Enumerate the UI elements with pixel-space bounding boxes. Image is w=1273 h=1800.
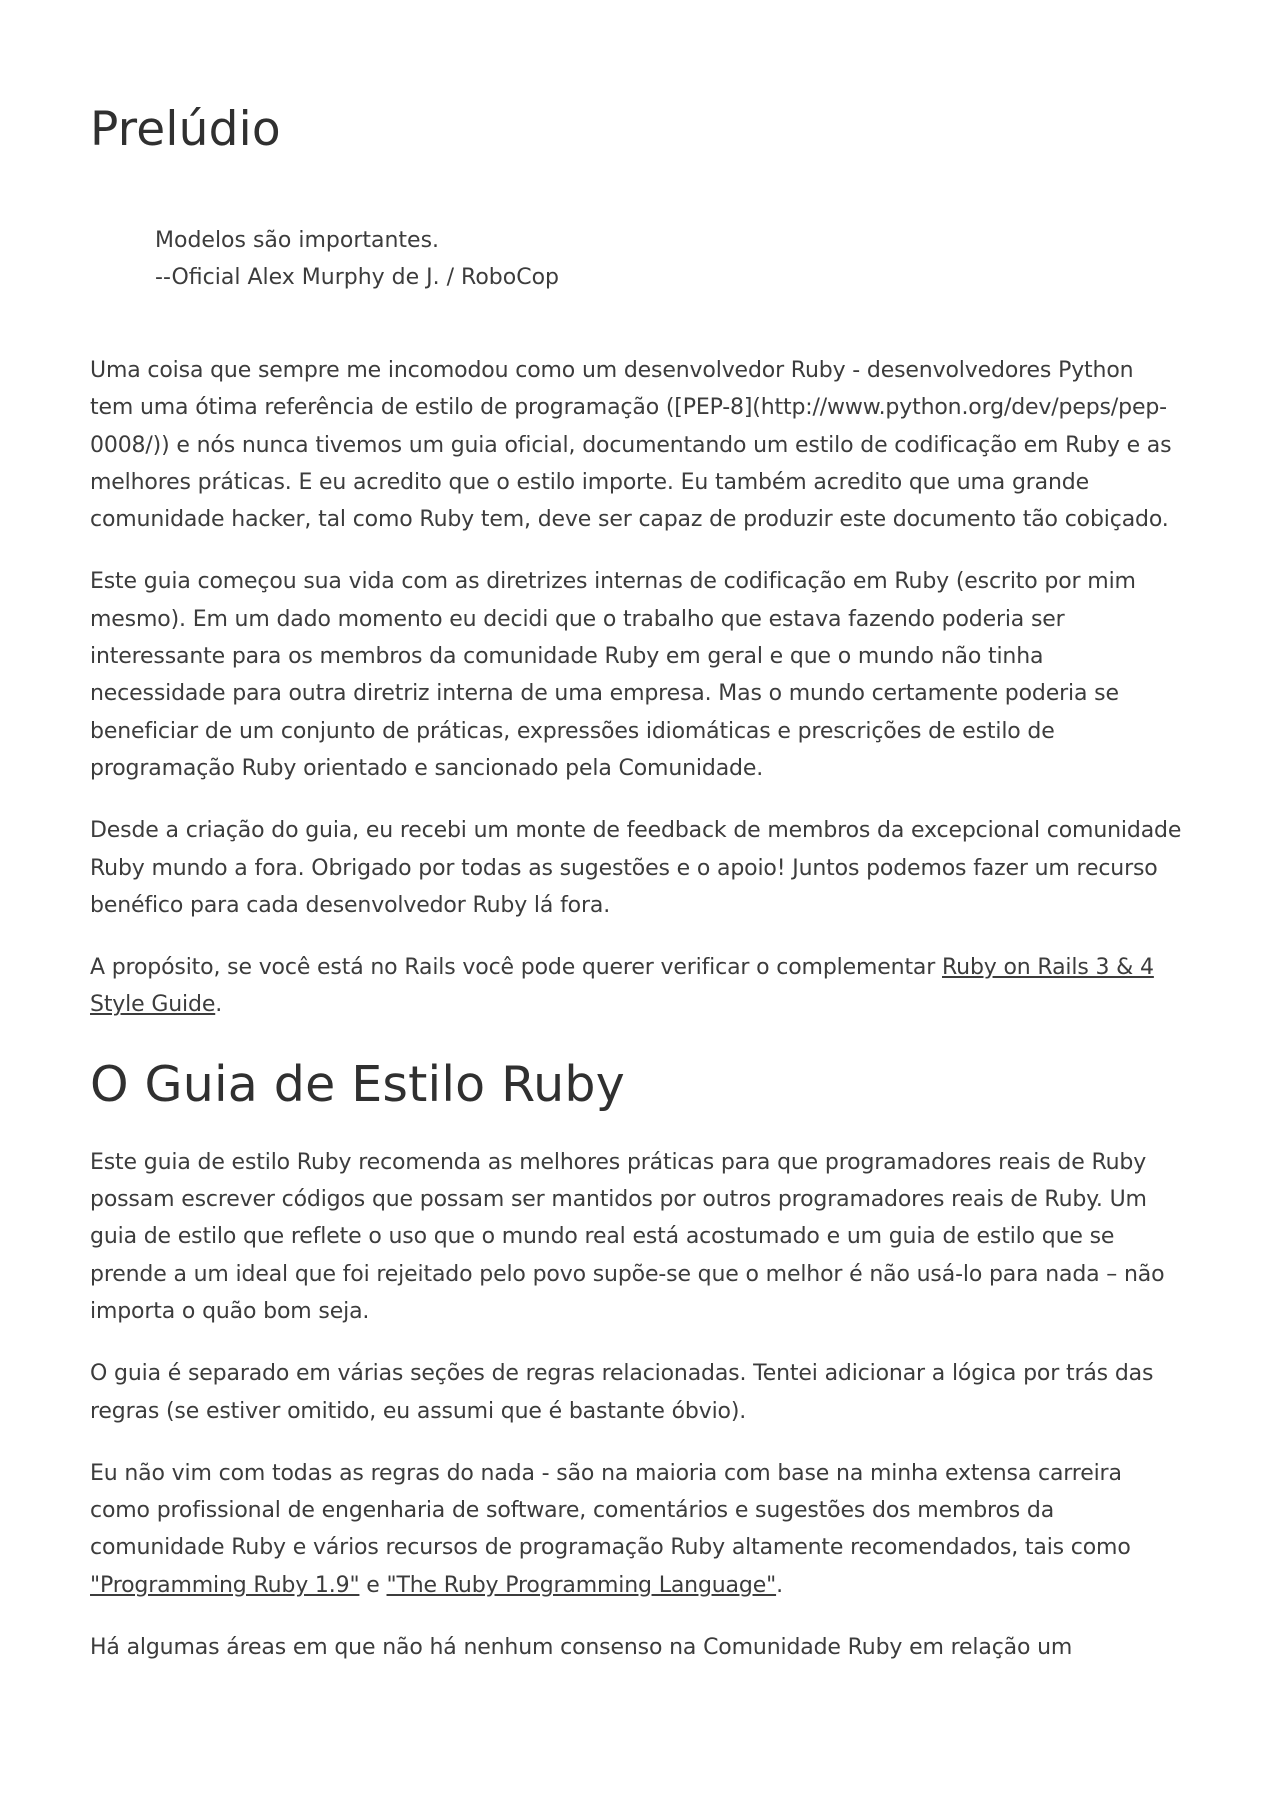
guide-heading: O Guia de Estilo Ruby bbox=[90, 1055, 625, 1113]
programming-ruby-link[interactable]: "Programming Ruby 1.9" bbox=[90, 1572, 360, 1598]
guide-paragraph: Este guia de estilo Ruby recomenda as melhores práticas para que programadores reais de Ruby possam escrever códigos que possam ser mantidos por outros programadores reais de Ruby. Um guia de estilo que reflete o uso que o mundo real está acostumado e um guia de estilo que se prende a um ideal que foi rejeitado pelo povo supõe-se que o melhor é não usá-lo para nada – não importa o quão bom seja. bbox=[90, 1149, 1165, 1324]
guide-paragraph-truncated: Há algumas áreas em que não há nenhum consenso na Comunidade Ruby em relação um bbox=[90, 1635, 1073, 1661]
epigraph-quote bbox=[155, 222, 1183, 296]
quote-line: Modelos são importantes. bbox=[155, 228, 440, 253]
rails-note-end: . bbox=[215, 992, 223, 1018]
quote-attribution: --Oficial Alex Murphy de J. / RoboCop bbox=[155, 265, 560, 290]
guide-paragraph: O guia é separado em várias seções de regras relacionadas. Tentei adicionar a lógica por trás das regras (se estiver omitido, eu assumi que é bastante óbvio). bbox=[90, 1361, 1154, 1424]
sources-paragraph bbox=[90, 1455, 1183, 1604]
rails-note-text: A propósito, se você está no Rails você pode querer verificar o complementar bbox=[90, 955, 942, 981]
ruby-programming-language-link[interactable]: "The Ruby Programming Language" bbox=[386, 1572, 777, 1598]
prelude-paragraph: Uma coisa que sempre me incomodou como um desenvolvedor Ruby - desenvolvedores Python tem uma ótima referência de estilo de programação ([PEP-8](http://www.python.org/dev/peps/pep-0008/)) e nós nunca tivemos um guia oficial, documentando um estilo de codificação em Ruby e as melhores práticas. E eu acredito que o estilo importe. Eu também acredito que uma grande comunidade hacker, tal como Ruby tem, deve ser capaz de produzir este documento tão cobiçado. bbox=[90, 358, 1172, 533]
rails-guide-note bbox=[90, 949, 1183, 1024]
prelude-paragraph: Este guia começou sua vida com as diretrizes internas de codificação em Ruby (escrito por mim mesmo). Em um dado momento eu decidi que o trabalho que estava fazendo poderia ser interessante para os membros da comunidade Ruby em geral e que o mundo não tinha necessidade para outra diretriz interna de uma empresa. Mas o mundo certamente poderia se beneficiar de um conjunto de práticas, expressões idiomáticas e prescrições de estilo de programação Ruby orientado e sancionado pela Comunidade. bbox=[90, 569, 1136, 781]
prelude-heading: Prelúdio bbox=[90, 102, 281, 157]
rails-style-guide-link[interactable]: Ruby on Rails 3 & 4 Style Guide bbox=[90, 955, 1154, 1018]
sources-text: Eu não vim com todas as regras do nada - são na maioria com base na minha extensa carreira como profissional de engenharia de software, comentários e sugestões dos membros da comunidade Ruby e vários recursos de programação Ruby altamente recomendados, tais como bbox=[90, 1460, 1131, 1561]
sources-conjunction: e bbox=[359, 1572, 387, 1598]
prelude-paragraph: Desde a criação do guia, eu recebi um monte de feedback de membros da excepcional comunidade Ruby mundo a fora. Obrigado por todas as sugestões e o apoio! Juntos podemos fazer um recurso benéfico para cada desenvolvedor Ruby lá fora. bbox=[90, 818, 1182, 918]
sources-end: . bbox=[776, 1572, 783, 1598]
